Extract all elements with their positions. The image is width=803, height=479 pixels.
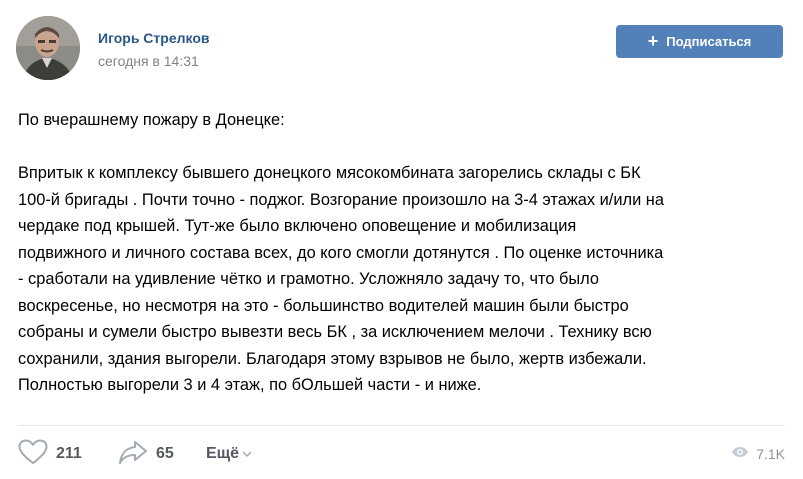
post-actions: [18, 436, 785, 472]
more-button[interactable]: [206, 436, 252, 472]
post-time[interactable]: сегодня в 14:31: [98, 53, 199, 69]
post-header: [16, 16, 783, 82]
post-line: воскресенье, но несмотря на это - большинство водителей машин были быстро: [18, 296, 629, 315]
post-line: - сработали на удивление чётко и грамотно. Усложняло задачу то, что было: [18, 270, 600, 288]
post-line: собраны и сумели быстро вывезти весь БК , за исключением мелочи . Технику всю: [18, 323, 652, 341]
post-line: подвижного и личного состава всех, до кого смогли дотянутся . По оценке источника: [18, 243, 664, 262]
author-name[interactable]: Игорь Стрелков: [98, 30, 210, 46]
share-count: 65: [156, 445, 174, 462]
share-arrow-icon: [118, 439, 148, 470]
post-line: Впритык к комплексу бывшего донецкого мясокомбината загорелись склады с БК: [18, 164, 641, 182]
post-line: сохранили, здания выгорели. Благодаря этому взрывов не было, жертв избежали.: [18, 349, 647, 368]
post-intro: По вчерашнему пожару в Донецке:: [18, 111, 285, 129]
post-text: [18, 107, 783, 399]
subscribe-button[interactable]: [616, 25, 783, 58]
avatar-image: [16, 16, 80, 80]
post-line: Полностью выгорели 3 и 4 этаж, по бОльшей части - и ниже.: [18, 376, 482, 394]
divider: [18, 425, 785, 426]
heart-icon: [18, 439, 48, 470]
share-button[interactable]: [118, 436, 174, 472]
like-button[interactable]: [18, 436, 82, 472]
post-line: чердаке под крышей. Тут-же было включено оповещение и мобилизация: [18, 217, 577, 235]
more-label: Ещё: [206, 445, 240, 462]
subscribe-label: Подписаться: [666, 34, 752, 49]
avatar[interactable]: [16, 16, 80, 80]
views-count: 7.1K: [756, 446, 785, 462]
chevron-down-icon: [242, 450, 252, 458]
views-counter: [731, 436, 785, 472]
plus-icon: +: [647, 31, 659, 51]
post-line: 100-й бригады . Почти точно - поджог. Возгорание произошло на 3-4 этажах и/или на: [18, 190, 664, 209]
like-count: 211: [56, 445, 82, 462]
eye-icon: [731, 445, 749, 463]
